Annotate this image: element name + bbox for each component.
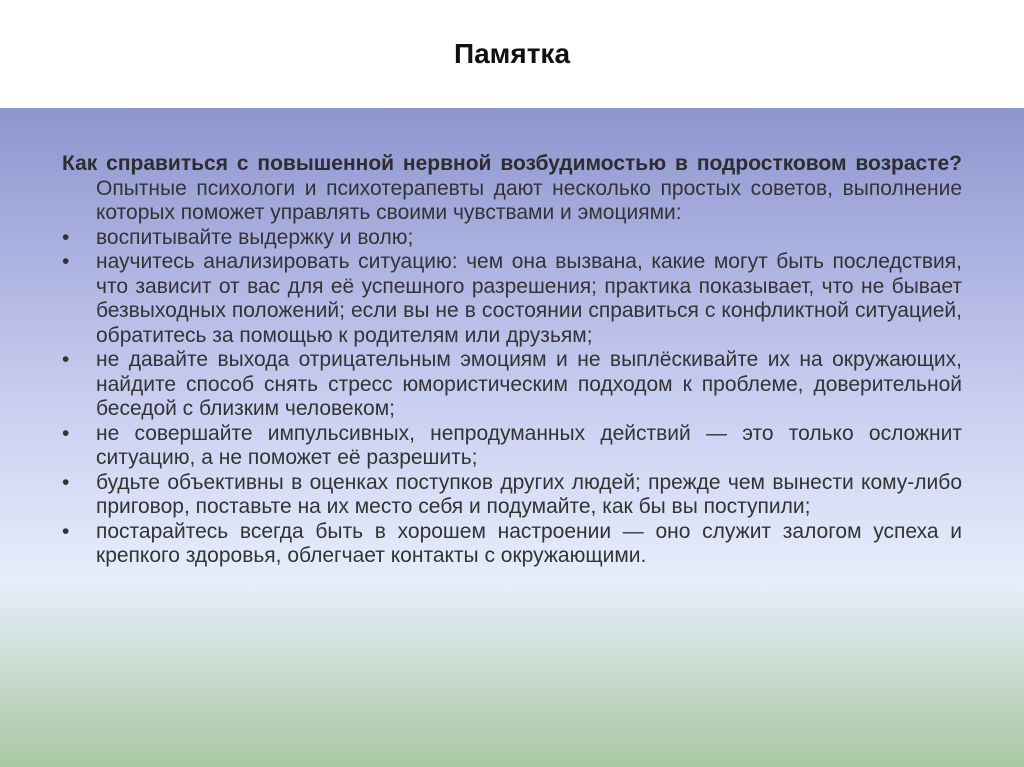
intro-question: Как справиться с повышенной нервной возбудимостью в подростковом возрасте? (62, 152, 962, 175)
memo-text (62, 152, 962, 569)
list-item: • постарайтесь всегда быть в хорошем настроении — оно служит залогом успеха и крепкого здоровья, облегчает контакты с окружающими. (62, 520, 962, 569)
list-item: • будьте объективны в оценках поступков других людей; прежде чем вынести кому-либо приговор, поставьте на их место себя и подумайте, как бы вы поступили; (62, 471, 962, 520)
intro (62, 152, 962, 226)
list-item: • воспитывайте выдержку и волю; (62, 226, 962, 251)
tips-list (62, 226, 962, 569)
list-item: • не давайте выхода отрицательным эмоциям и не выплёскивайте их на окружающих, найдите способ снять стресс юмористическим подходом к проблеме, доверительной беседой с близким человеком; (62, 348, 962, 422)
page-title: Памятка (453, 38, 571, 69)
list-item: • научитесь анализировать ситуацию: чем она вызвана, какие могут быть последствия, что зависит от вас для её успешного разрешения; практика показывает, что не бывает безвыходных положений; если вы не в состоянии справиться с конфликтной ситуацией, обратитесь за помощью к родителям или друзьям; (62, 250, 962, 348)
list-item: • не совершайте импульсивных, непродуманных действий — это только осложнит ситуацию, а не поможет её разрешить; (62, 422, 962, 471)
intro-rest: Опытные психологи и психотерапевты дают несколько простых советов, выполнение которых поможет управлять своими чувствами и эмоциями: (96, 176, 962, 224)
